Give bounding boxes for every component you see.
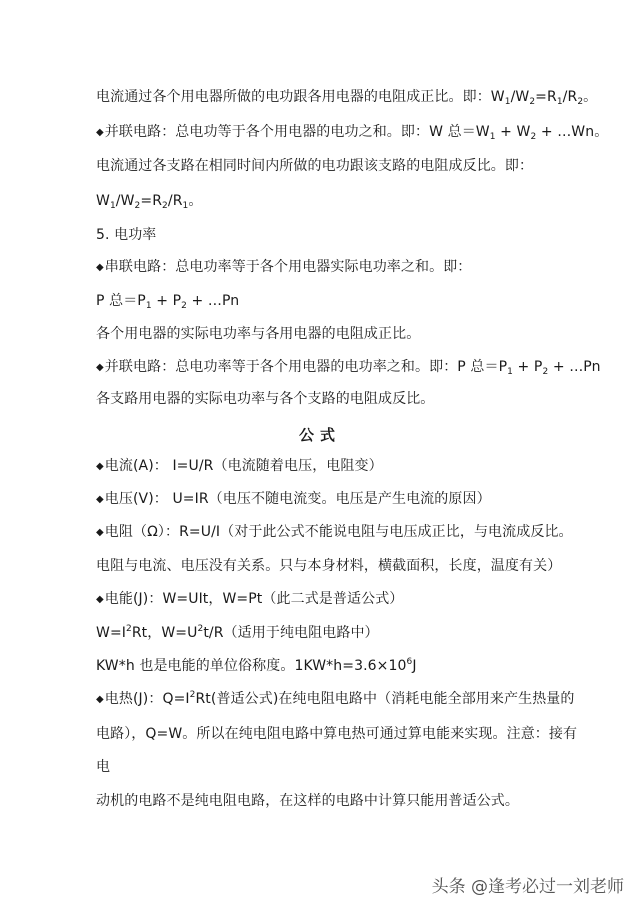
text-segment: t/R（适用于纯电阻电路中） (203, 625, 379, 641)
text-segment: + …Wn。 (536, 124, 609, 140)
text-segment: 电路），Q=W。所以在纯电阻电路中算电热可通过算电能来实现。注意：接有 (96, 726, 578, 742)
bullet-icon: ◆ (96, 594, 104, 605)
text-segment: =R (535, 89, 557, 105)
text-line (96, 758, 110, 776)
text-line (96, 557, 561, 575)
subscript: 2 (134, 201, 141, 211)
text-segment: /W (115, 193, 135, 209)
text-segment: KW*h 也是电能的单位俗称度。1KW*h=3.6×10 (96, 658, 407, 674)
text-segment: 串联电路：总电功率等于各个用电器实际电功率之和。即： (104, 259, 472, 275)
text-segment: 各支路用电器的实际电功率与各个支路的电阻成反比。 (96, 391, 435, 407)
text-segment: Rt，W=U (131, 625, 198, 641)
superscript: 2 (126, 624, 132, 634)
bullet-icon: ◆ (96, 494, 104, 505)
text-segment: /R (167, 193, 183, 209)
watermark: 头条 @逢考必过一刘老师 (431, 877, 624, 897)
text-line (96, 624, 379, 642)
bullet-line (96, 490, 491, 509)
bullet-icon: ◆ (96, 262, 104, 273)
subscript: 1 (145, 301, 152, 311)
text-line (96, 725, 577, 743)
subscript: 2 (530, 132, 537, 142)
text-line (96, 292, 239, 310)
text-segment: + …Pn (548, 359, 601, 375)
text-segment: 电热(J)：Q=I (104, 691, 190, 707)
bullet-line (96, 457, 383, 476)
subscript: 1 (489, 132, 496, 142)
text-segment: 各个用电器的实际电功率与各用电器的电阻成正比。 (96, 326, 421, 342)
bullet-icon: ◆ (96, 527, 104, 538)
bullet-line (96, 523, 573, 542)
text-line (96, 157, 533, 175)
text-segment: 5. 电功率 (96, 227, 157, 243)
subscript: 2 (577, 97, 584, 107)
text-segment: 并联电路：总电功等于各个用电器的电功之和。即：W 总＝W (104, 124, 490, 140)
text-segment: + P (151, 293, 182, 309)
section-title (96, 226, 156, 244)
superscript: 6 (406, 657, 413, 667)
text-line (96, 325, 420, 343)
text-segment: J (412, 658, 417, 674)
text-segment: + W (495, 124, 531, 140)
bullet-line (96, 590, 403, 609)
text-segment: 电阻与电流、电压没有关系。只与本身材料，横截面积，长度，温度有关） (96, 558, 562, 574)
text-line (96, 390, 434, 408)
text-segment: Rt(普适公式)在纯电阻电路中（消耗电能全部用来产生热量的 (195, 691, 575, 707)
text-segment: 动机的电路不是纯电阻电路，在这样的电路中计算只能用普适公式。 (96, 793, 519, 809)
bullet-line (96, 123, 608, 142)
text-segment: + …Pn (186, 293, 240, 309)
text-line (96, 88, 597, 106)
text-line (96, 192, 202, 210)
text-segment: /W (510, 89, 530, 105)
text-segment: 电 (96, 759, 111, 775)
text-segment: 电压(V)： U=IR（电压不随电流变。电压是产生电流的原因） (104, 491, 491, 507)
bullet-icon: ◆ (96, 127, 104, 138)
text-segment: 电能(J)：W=UIt，W=Pt（此二式是普适公式） (104, 591, 404, 607)
subscript: 2 (529, 97, 536, 107)
subscript: 1 (504, 97, 511, 107)
bullet-line (96, 690, 575, 709)
superscript: 2 (197, 624, 204, 634)
text-segment: 电流(A)： I=U/R（电流随着电压，电阻变） (104, 458, 383, 474)
text-segment: 电阻（Ω）：R=U/I（对于此公式不能说电阻与电压成正比，与电流成反比。 (104, 524, 573, 540)
text-segment: 电流通过各个用电器所做的电功跟各用电器的电阻成正比。即：W (96, 89, 505, 105)
subscript: 2 (162, 201, 168, 211)
text-segment: 并联电路：总电功率等于各个用电器的电功率之和。即：P 总＝P (104, 359, 508, 375)
text-line (96, 657, 417, 675)
subscript: 1 (182, 201, 189, 211)
subscript: 1 (507, 367, 513, 377)
text-segment: /R (562, 89, 578, 105)
bullet-icon: ◆ (96, 461, 104, 472)
bullet-icon: ◆ (96, 362, 104, 373)
text-segment: =R (140, 193, 163, 209)
bullet-line (96, 258, 471, 277)
text-segment: 。 (188, 193, 203, 209)
subscript: 1 (556, 97, 563, 107)
formula-heading: 公式 (298, 426, 341, 444)
text-segment: 电流通过各支路在相同时间内所做的电功跟该支路的电阻成反比。即： (96, 158, 534, 174)
bullet-line (96, 358, 601, 377)
text-segment: 。 (583, 89, 598, 105)
subscript: 2 (542, 367, 549, 377)
text-segment: P 总＝P (96, 293, 146, 309)
subscript: 1 (109, 201, 116, 211)
subscript: 2 (181, 301, 187, 311)
text-line (96, 792, 519, 810)
text-segment: + P (512, 359, 543, 375)
text-segment: W=I (96, 625, 127, 641)
superscript: 2 (189, 690, 196, 700)
text-segment: W (96, 193, 110, 209)
bullet-icon: ◆ (96, 694, 104, 705)
